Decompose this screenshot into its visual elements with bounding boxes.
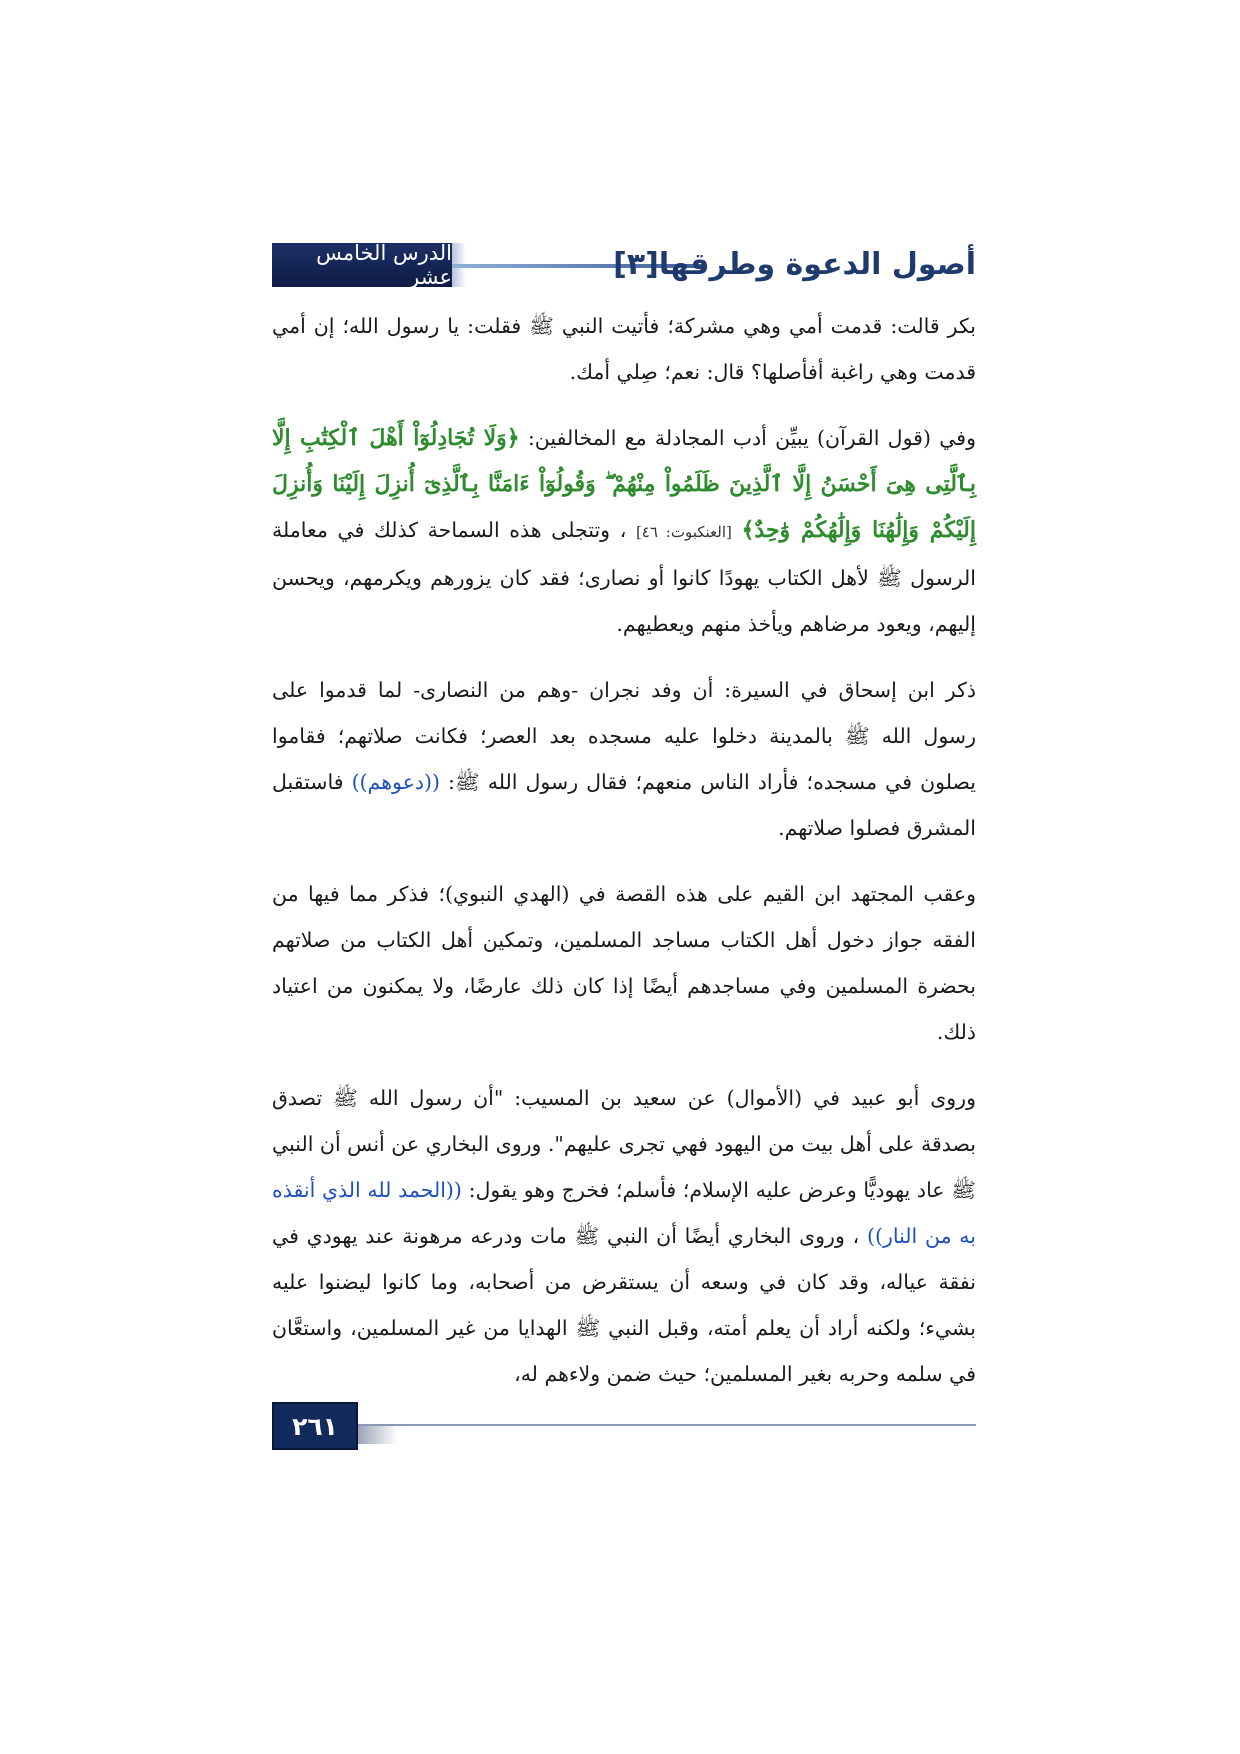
paragraph-5-rest: ، وروى البخاري أيضًا أن النبي ﷺ مات ودرعه مرهونة عند يهودي في نفقة عياله، وقد كان في وسعه أن يستقرض من أصحابه، وما كانوا ليضنوا عليه بشيء؛ ولكنه أراد أن يعلم أمته، وقبل النبي ﷺ الهدايا من غير المسلمين، واستعَّان في سلمه وحربه بغير المسلمين؛ حيث ضمن ولاءهم له، (272, 1224, 976, 1386)
verse-reference: [العنكبوت: ٤٦] (635, 523, 732, 541)
footer-divider (358, 1424, 976, 1426)
paragraph-3-intro: ذكر ابن إسحاق في السيرة: أن وفد نجران -وهم من النصارى- لما قدموا على رسول الله ﷺ بالمدينة دخلوا عليه مسجده بعد العصر؛ فكانت صلاتهم؛ فقاموا يصلون في مسجده؛ فأراد الناس منعهم؛ فقال رسول الله ﷺ: (272, 678, 976, 794)
paragraph-5 (272, 1075, 976, 1397)
page-footer (272, 1402, 976, 1450)
book-title: أصول الدعوة وطرقها[٣] (613, 247, 976, 282)
paragraph-4: وعقب المجتهد ابن القيم على هذه القصة في (الهدي النبوي)؛ فذكر مما فيها من الفقه جواز دخول أهل الكتاب مساجد المسلمين، وتمكين أهل الكتاب من صلاتهم بحضرة المسلمين وفي مساجدهم أيضًا إذا كان ذلك عارضًا، ولا يمكنون من اعتياد ذلك. (272, 882, 976, 1044)
quran-verse: ﴿وَلَا تُجَادِلُوٓاْ أَهْلَ ٱلْكِتَٰبِ إِلَّا بِٱلَّتِى هِىَ أَحْسَنُ إِلَّا ٱلَّذِينَ ظَلَمُواْ مِنْهُمْ ۖ وَقُولُوٓاْ ءَامَنَّا بِٱلَّذِىٓ أُنزِلَ إِلَيْنَا وَأُنزِلَ إِلَيْكُمْ وَإِلَٰهُنَا وَإِلَٰهُكُمْ وَٰحِدٌ﴾ (272, 425, 976, 543)
page-header (272, 243, 976, 287)
lesson-badge: الدرس الخامس عشر (272, 243, 452, 287)
hadith-quote-2: ((الحمد لله الذي أنقذه به من النار)) (272, 1178, 976, 1248)
page-number: ٢٦١ (272, 1402, 358, 1450)
paragraph-1: بكر قالت: قدمت أمي وهي مشركة؛ فأتيت النبي ﷺ فقلت: يا رسول الله؛ إن أمي قدمت وهي راغبة أفأصلها؟ قال: نعم؛ صِلي أمك. (272, 314, 976, 384)
hadith-quote: ((دعوهم)) (351, 770, 440, 794)
paragraph-2 (272, 415, 976, 647)
paragraph-5-intro: وروى أبو عبيد في (الأموال) عن سعيد بن المسيب: "أن رسول الله ﷺ تصدق بصدقة على أهل بيت من اليهود فهي تجرى عليهم". وروى البخاري عن أنس أن النبي ﷺ عاد يهوديًّا وعرض عليه الإسلام؛ فأسلم؛ فخرج وهو يقول: (272, 1086, 977, 1202)
paragraph-3 (272, 667, 976, 851)
page-body (272, 303, 976, 1417)
paragraph-2-rest: ، وتتجلى هذه السماحة كذلك في معاملة الرسول ﷺ لأهل الكتاب يهودًا كانوا أو نصارى؛ فقد كان يزورهم ويكرمهم، ويحسن إليهم، ويعود مرضاهم ويأخذ منهم ويعطيهم. (272, 518, 976, 636)
footer-shadow (358, 1426, 398, 1444)
paragraph-3-rest: فاستقبل المشرق فصلوا صلاتهم. (272, 770, 976, 840)
paragraph-2-intro: وفي (قول القرآن) يبيِّن أدب المجادلة مع المخالفين: (519, 426, 976, 450)
